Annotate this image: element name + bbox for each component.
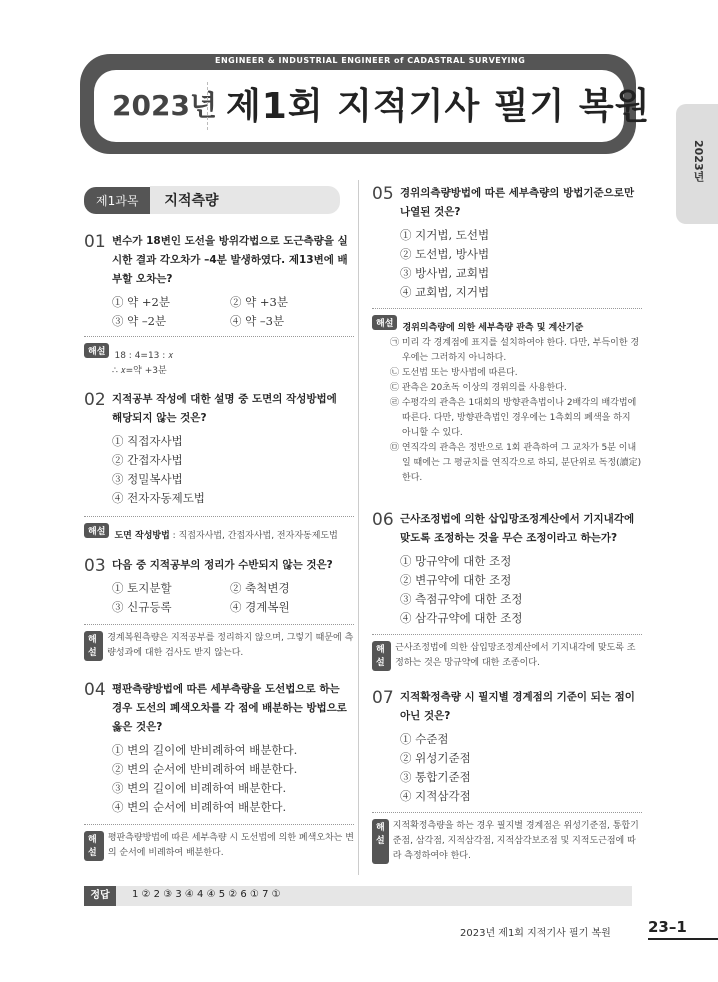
question-02 — [84, 390, 350, 508]
explanation-text: : 직접자사법, 간접자사법, 전자자동제도법 — [169, 531, 338, 541]
question-text: 다음 중 지적공부의 정리가 수반되지 않는 것은? — [112, 559, 333, 571]
question-text: 근사조정법에 의한 삽입망조정계산에서 기지내각에 맞도록 조정하는 것을 무슨 조정이라고 하는가? — [400, 513, 635, 544]
question-number: 06 — [372, 510, 394, 530]
option: ② 축척변경 — [230, 581, 290, 595]
explanation-text: 지적확정측량을 하는 경우 필지별 경계점은 위성기준점, 통합기준점, 삼각점, 지적삼각점, 지적삼각보조점 및 지적도근점에 따라 측정하여야 한다. — [392, 821, 639, 861]
side-tab-label: 2023년 — [692, 140, 705, 182]
explanation-list — [390, 336, 642, 486]
explanation-01 — [84, 336, 354, 379]
question-07 — [372, 688, 638, 806]
option: ① 망규약에 대한 조정 — [400, 554, 512, 568]
option: ③ 통합기준점 — [400, 770, 471, 784]
option: ① 수준점 — [400, 732, 449, 746]
explanation-badge: 해설 — [84, 631, 103, 661]
question-text: 지적확정측량 시 필지별 경계점의 기준이 되는 점이 아닌 것은? — [400, 691, 635, 722]
question-number: 05 — [372, 184, 394, 204]
option: ③ 신규등록 — [112, 600, 172, 614]
explanation-05 — [372, 308, 642, 486]
explanation-04 — [84, 824, 354, 861]
explanation-heading: 도면 작성방법 — [114, 531, 170, 541]
explanation-text: 평판측량방법에 따른 세부측량 시 도선법에 의한 폐색오차는 변의 순서에 비례하여 배분한다. — [107, 833, 354, 858]
explanation-06 — [372, 634, 642, 671]
option: ③ 정밀복사법 — [112, 472, 183, 486]
explanation-badge: 해설 — [84, 523, 109, 538]
question-03 — [84, 556, 350, 617]
question-04 — [84, 680, 350, 817]
question-text: 지적공부 작성에 대한 설명 중 도면의 작성방법에 해당되지 않는 것은? — [112, 393, 337, 424]
explanation-text: ∴ 𝑥=약 +3분 — [112, 366, 167, 376]
explanation-badge: 해설 — [372, 819, 389, 864]
question-text: 평판측량방법에 따른 세부측량을 도선법으로 하는 경우 도선의 폐색오차를 각 점에 배분하는 방법으로 옳은 것은? — [112, 683, 347, 733]
option: ③ 약 –2분 — [112, 314, 167, 328]
question-06 — [372, 510, 638, 628]
header-year: 2023년 — [112, 89, 217, 122]
question-text: 변수가 18변인 도선을 방위각법으로 도근측량을 실시한 결과 각오차가 –4분 발생하였다. 제13변에 배부할 오차는? — [112, 235, 348, 285]
options — [400, 226, 638, 302]
option: ④ 전자자동제도법 — [112, 491, 205, 505]
explanation-badge: 해설 — [84, 343, 109, 358]
subject-label: 제1과목 — [84, 187, 150, 214]
explanation-item: ㉡ 도선법 또는 방사법에 따른다. — [390, 368, 518, 378]
column-divider — [358, 180, 359, 875]
option: ③ 측점규약에 대한 조정 — [400, 592, 523, 606]
option: ④ 교회법, 지거법 — [400, 285, 490, 299]
explanation-heading: 경위의측량에 의한 세부측량 관측 및 계산기준 — [402, 323, 584, 333]
option: ① 변의 길이에 반비례하여 배분한다. — [112, 743, 298, 757]
question-01 — [84, 232, 350, 331]
question-05 — [372, 184, 638, 302]
answer-bar — [84, 886, 632, 906]
header-separator — [207, 82, 208, 130]
question-number: 04 — [84, 680, 106, 700]
answer-label: 정답 — [84, 886, 116, 906]
explanation-text: 경계복원측량은 지적공부를 정리하지 않으며, 그렇기 때문에 측량성과에 대한 검사도 받지 않는다. — [107, 633, 354, 658]
options — [112, 293, 350, 331]
option: ① 약 +2분 — [112, 295, 170, 309]
explanation-03 — [84, 624, 354, 661]
explanation-badge: 해설 — [372, 315, 397, 330]
question-number: 07 — [372, 688, 394, 708]
subject-header — [84, 186, 350, 212]
explanation-badge: 해설 — [372, 641, 391, 671]
page-number: 23–1 — [648, 918, 718, 940]
option: ④ 변의 순서에 비례하여 배분한다. — [112, 800, 287, 814]
footer-text: 2023년 제1회 지적기사 필기 복원 — [460, 928, 611, 939]
option: ④ 경계복원 — [230, 600, 290, 614]
option: ① 직접자사법 — [112, 434, 183, 448]
option: ② 약 +3분 — [230, 295, 288, 309]
explanation-text: 18 : 4=13 : 𝑥 — [114, 351, 174, 361]
explanation-text: 근사조정법에 의한 삽입망조정계산에서 기지내각에 맞도록 조정하는 것은 망규약에 대한 조종이다. — [395, 643, 636, 668]
question-number: 01 — [84, 232, 106, 252]
options — [112, 432, 350, 508]
options — [400, 730, 638, 806]
question-number: 03 — [84, 556, 106, 576]
option: ① 지거법, 도선법 — [400, 228, 490, 242]
option: ④ 지적삼각점 — [400, 789, 471, 803]
options — [112, 741, 350, 817]
option: ④ 약 –3분 — [230, 314, 285, 328]
option: ② 변규약에 대한 조정 — [400, 573, 512, 587]
answer-list: 1 ② 2 ③ 3 ④ 4 ④ 5 ② 6 ① 7 ① — [132, 889, 281, 900]
option: ③ 변의 길이에 비례하여 배분한다. — [112, 781, 287, 795]
options — [400, 552, 638, 628]
explanation-item: ㉣ 수평각의 관측은 1대회의 방향관측법이나 2배각의 배각법에 따른다. 다만, 방향관측법인 경우에는 1측회의 폐색을 하지 아니할 수 있다. — [390, 398, 637, 438]
option: ② 위성기준점 — [400, 751, 471, 765]
explanation-item: ㉢ 관측은 20초독 이상의 경위의를 사용한다. — [390, 383, 567, 393]
option: ① 토지분할 — [112, 581, 172, 595]
question-number: 02 — [84, 390, 106, 410]
explanation-badge: 해설 — [84, 831, 104, 861]
options — [112, 579, 350, 617]
option: ② 도선법, 방사법 — [400, 247, 490, 261]
option: ③ 방사법, 교회법 — [400, 266, 490, 280]
option: ② 변의 순서에 반비례하여 배분한다. — [112, 762, 298, 776]
header-subtitle: ENGINEER & INDUSTRIAL ENGINEER of CADASTRAL SURVEYING — [215, 56, 526, 65]
question-text: 경위의측량방법에 따른 세부측량의 방법기준으로만 나열된 것은? — [400, 187, 635, 218]
explanation-item: ㉤ 연직각의 관측은 정반으로 1회 관측하여 그 교차가 5분 이내일 때에는 그 평균치를 연직각으로 하되, 분단위로 독정(讀定)한다. — [390, 443, 642, 483]
subject-name: 지적측량 — [150, 186, 340, 214]
explanation-02 — [84, 516, 354, 544]
explanation-item: ㉠ 미리 각 경계점에 표지를 설치하여야 한다. 다만, 부득이한 경우에는 그러하지 아니하다. — [390, 338, 640, 363]
option: ④ 삼각규약에 대한 조정 — [400, 611, 523, 625]
explanation-07 — [372, 812, 642, 864]
option: ② 간접자사법 — [112, 453, 183, 467]
page-title: 제1회 지적기사 필기 복원 — [226, 86, 651, 127]
